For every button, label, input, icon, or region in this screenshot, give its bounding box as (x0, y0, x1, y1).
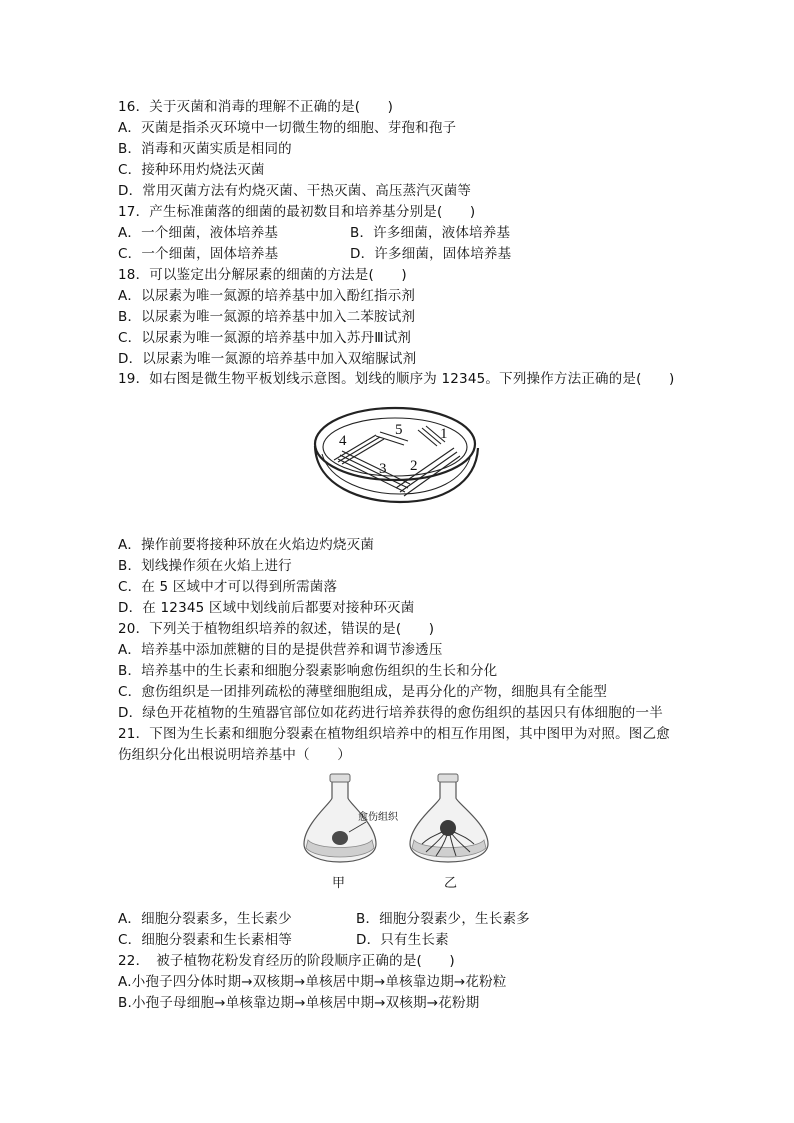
q22-stem: 22． 被子植物花粉发育经历的阶段顺序正确的是( ) (118, 953, 455, 969)
q22-option-b: B.小孢子母细胞→单核靠边期→单核居中期→双核期→花粉期 (118, 995, 480, 1011)
q21-option-c: C．细胞分裂素和生长素相等 (118, 932, 293, 948)
q18-option-a: A．以尿素为唯一氮源的培养基中加入酚红指示剂 (118, 288, 416, 304)
dish-label-4: 4 (339, 433, 347, 449)
callus-b (440, 820, 456, 836)
flask-b (410, 774, 488, 862)
q20-option-d: D．绿色开花植物的生殖器官部位如花药进行培养获得的愈伤组织的基因只有体细胞的一半 (118, 705, 663, 721)
dish-label-2: 2 (410, 458, 418, 474)
q17-option-a: A．一个细菌，液体培养基 (118, 225, 279, 241)
q21-stem-line1: 21．下图为生长素和细胞分裂素在植物组织培养中的相互作用图，其中图甲为对照。图乙愈 (118, 726, 670, 742)
q21-option-b: B．细胞分裂素少，生长素多 (356, 911, 530, 927)
q21-option-a: A．细胞分裂素多，生长素少 (118, 911, 292, 927)
dish-label-5: 5 (395, 422, 403, 438)
q16-option-a: A．灭菌是指杀灭环境中一切微生物的细胞、芽孢和孢子 (118, 120, 457, 136)
q18-option-b: B．以尿素为唯一氮源的培养基中加入二苯胺试剂 (118, 309, 416, 325)
callus-label: 愈伤组织 (358, 812, 398, 823)
q20-option-b: B．培养基中的生长素和细胞分裂素影响愈伤组织的生长和分化 (118, 663, 498, 679)
tissue-culture-figure (292, 772, 508, 896)
q18-stem: 18．可以鉴定出分解尿素的细菌的方法是( ) (118, 267, 407, 283)
q20-stem: 20．下列关于植物组织培养的叙述，错误的是( ) (118, 621, 435, 637)
q17-option-b: B．许多细菌，液体培养基 (350, 225, 511, 241)
q16-option-b: B．消毒和灭菌实质是相同的 (118, 141, 292, 157)
q21-stem-line2: 伤组织分化出根说明培养基中（ ） (118, 747, 351, 763)
q17-option-c: C．一个细菌，固体培养基 (118, 246, 279, 262)
q20-option-a: A．培养基中添加蔗糖的目的是提供营养和调节渗透压 (118, 642, 443, 658)
q19-option-c: C．在 5 区域中才可以得到所需菌落 (118, 579, 338, 595)
flask-b-label: 乙 (444, 876, 458, 891)
q18-option-d: D．以尿素为唯一氮源的培养基中加入双缩脲试剂 (118, 351, 417, 367)
q16-stem: 16．关于灭菌和消毒的理解不正确的是( ) (118, 99, 394, 115)
q16-option-c: C．接种环用灼烧法灭菌 (118, 162, 265, 178)
q18-option-c: C．以尿素为唯一氮源的培养基中加入苏丹Ⅲ试剂 (118, 330, 412, 346)
q19-option-d: D．在 12345 区域中划线前后都要对接种环灭菌 (118, 600, 415, 616)
q17-option-d: D．许多细菌，固体培养基 (350, 246, 512, 262)
q20-option-c: C．愈伤组织是一团排列疏松的薄壁细胞组成，是再分化的产物，细胞具有全能型 (118, 684, 608, 700)
dish-label-1: 1 (440, 426, 448, 442)
callus-a (332, 831, 348, 845)
flask-a-label: 甲 (332, 876, 346, 891)
q19-option-b: B．划线操作须在火焰上进行 (118, 558, 292, 574)
streak-plate-figure (310, 398, 484, 510)
q22-option-a: A.小孢子四分体时期→双核期→单核居中期→单核靠边期→花粉粒 (118, 974, 507, 990)
q21-option-d: D．只有生长素 (356, 932, 449, 948)
q17-stem: 17．产生标准菌落的细菌的最初数目和培养基分别是( ) (118, 204, 476, 220)
q16-option-d: D．常用灭菌方法有灼烧灭菌、干热灭菌、高压蒸汽灭菌等 (118, 183, 472, 199)
dish-label-3: 3 (379, 461, 387, 477)
q19-option-a: A．操作前要将接种环放在火焰边灼烧灭菌 (118, 537, 375, 553)
q19-stem: 19．如右图是微生物平板划线示意图。划线的顺序为 12345。下列操作方法正确的是( ) (118, 371, 675, 387)
